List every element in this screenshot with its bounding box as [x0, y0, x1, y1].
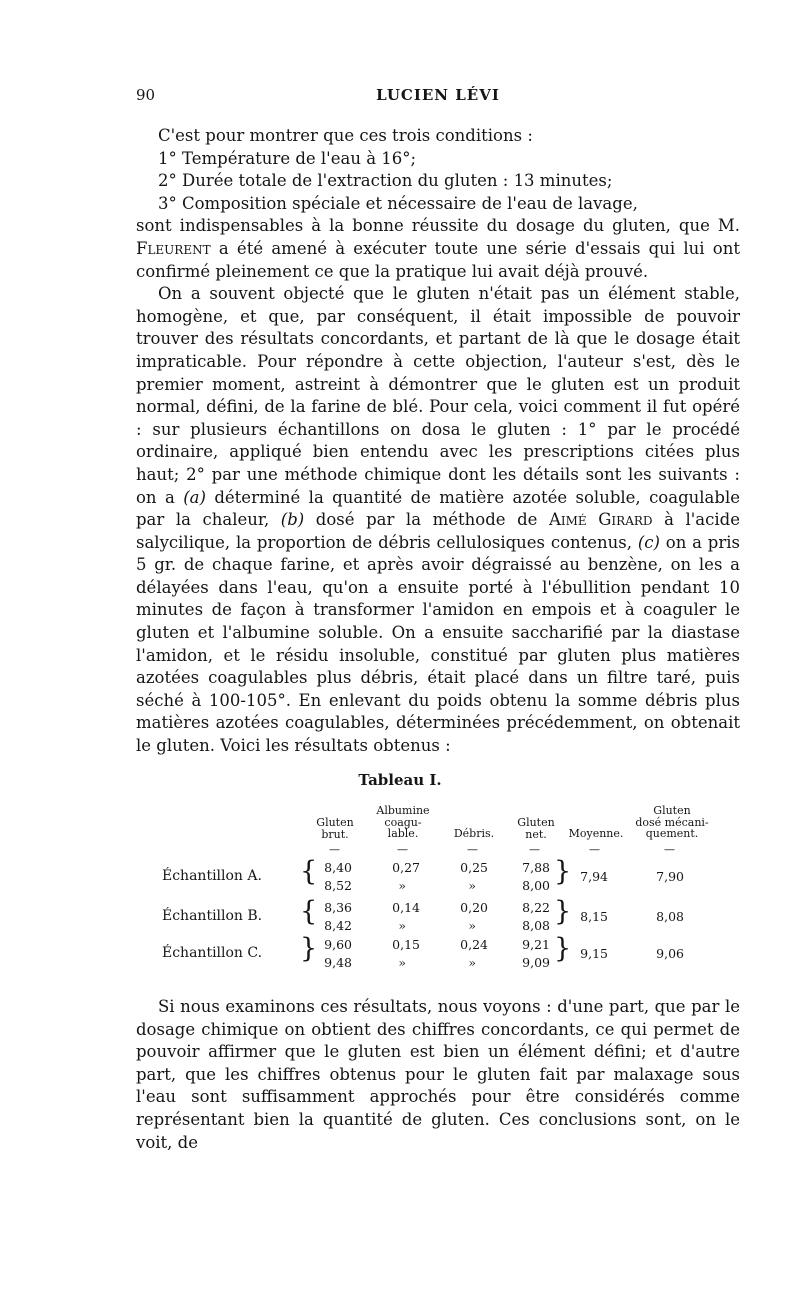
- value-debris: »: [468, 955, 476, 970]
- value-net: 8,08: [522, 918, 550, 933]
- header-albumine: Albumine coagu- lable.: [376, 804, 430, 840]
- value-net: 8,00: [522, 878, 550, 893]
- paragraph-intro: C'est pour montrer que ces trois conditions :: [158, 126, 533, 145]
- page-header: [136, 86, 740, 110]
- paragraph-conditions-continuation: sont indispensables à la bonne réussite du dosage du gluten, que M. Fleurent a été amené à exécuter toute une série d'essais qui lui ont confirmé pleinement ce que la pratique lui avait déjà prouvé.: [136, 216, 740, 281]
- value-albumine: 0,27: [392, 860, 420, 875]
- sample-label: Échantillon C.: [162, 945, 263, 961]
- table-title: Tableau I.: [358, 771, 442, 789]
- value-albumine: 0,15: [392, 937, 420, 952]
- column-dash: —: [467, 843, 478, 856]
- column-dash: —: [664, 843, 675, 856]
- value-moyenne: 8,15: [580, 909, 608, 924]
- condition-item: 1° Température de l'eau à 16°;: [158, 148, 417, 168]
- condition-item: 2° Durée totale de l'extraction du gluten : 13 minutes;: [158, 171, 613, 191]
- value-debris: »: [468, 878, 476, 893]
- author-name: Fleurent: [136, 238, 211, 258]
- value-brut: 8,42: [324, 918, 352, 933]
- brace-right: }: [554, 856, 572, 887]
- header-gluten-mecanique: Gluten dosé mécani- quement.: [635, 804, 709, 840]
- condition-item: 3° Composition spéciale et nécessaire de l'eau de lavage,: [158, 193, 638, 213]
- value-mecanique: 9,06: [656, 946, 684, 961]
- value-albumine: 0,14: [392, 900, 420, 915]
- value-moyenne: 7,94: [580, 869, 608, 884]
- value-debris: »: [468, 918, 476, 933]
- value-debris: 0,20: [460, 900, 488, 915]
- header-gluten-net: Gluten net.: [517, 816, 555, 841]
- value-albumine: »: [398, 878, 406, 893]
- value-net: 9,21: [522, 937, 550, 952]
- column-dash: —: [397, 843, 408, 856]
- column-dash: —: [329, 843, 340, 856]
- value-debris: 0,25: [460, 860, 488, 875]
- brace-left: {: [300, 896, 318, 927]
- body-text-top: [136, 125, 740, 758]
- brace-left: }: [300, 933, 318, 964]
- column-dash: —: [589, 843, 600, 856]
- value-net: 7,88: [522, 860, 550, 875]
- header-moyenne: Moyenne.: [568, 827, 624, 840]
- value-brut: 8,40: [324, 860, 352, 875]
- sample-label: Échantillon A.: [162, 868, 262, 884]
- value-moyenne: 9,15: [580, 946, 608, 961]
- results-table: [0, 800, 800, 980]
- column-dash: —: [529, 843, 540, 856]
- value-mecanique: 7,90: [656, 869, 684, 884]
- brace-left: {: [300, 856, 318, 887]
- value-brut: 8,36: [324, 900, 352, 915]
- value-debris: 0,24: [460, 937, 488, 952]
- page-number: 90: [136, 86, 156, 104]
- paragraph-method: On a souvent objecté que le gluten n'était pas un élément stable, homogène, et que, par conséquent, il était impossible de pouvoir trouver des résultats concordants, et partant de là que le dosage était impraticable. Pour répondre à cette objection, l'auteur s'est, dès le premier moment, astreint à démontrer que le gluten est un produit normal, défini, de la farine de blé. Pour cela, voici comment il fut opéré : sur plusieurs échantillons on dosa le gluten : 1° par le procédé ordinaire, appliqué bien entendu avec les prescriptions citées plus haut; 2° par une méthode chimique dont les détails sont les suivants : on a (a) déterminé la quantité de matière azotée soluble, coagulable par la chaleur, (b) dosé par la méthode de Aimé Girard à l'acide salycilique, la proportion de débris cellulosiques contenus, (c) on a pris 5 gr. de chaque farine, et après avoir dégraissé au benzène, on les a délayées dans l'eau, qu'on a ensuite porté à l'ébullition pendant 10 minutes de façon à transformer l'amidon en empois et à coaguler le gluten et l'albumine soluble. On a ensuite saccharifié par la diastase l'amidon, et le résidu insoluble, constitué par gluten plus matières azotées coagulables plus débris, était placé dans un filtre taré, puis séché à 100-105°. En enlevant du poids obtenu la somme débris plus matières azotées coagulables, déterminées précédemment, on obtenait le gluten. Voici les résultats obtenus :: [136, 284, 741, 756]
- value-net: 9,09: [522, 955, 550, 970]
- value-brut: 9,48: [324, 955, 352, 970]
- brace-right: }: [554, 933, 572, 964]
- header-debris: Débris.: [453, 827, 495, 840]
- value-albumine: »: [398, 918, 406, 933]
- sample-label: Échantillon B.: [162, 908, 263, 924]
- value-brut: 8,52: [324, 878, 352, 893]
- body-text-bottom: [136, 996, 740, 1154]
- header-gluten-brut: Gluten brut.: [316, 816, 354, 841]
- paragraph-conclusion: Si nous examinons ces résultats, nous voyons : d'une part, que par le dosage chimique on obtient des chiffres concordants, ce qui permet de pouvoir affirmer que le gluten est bien un élément défini; et d'autre part, que les chiffres obtenus pour le gluten fait par malaxage sous l'eau sont suffisamment approchés pour être considérés comme représentant bien la quantité de gluten. Ces conclusions sont, on le voit, de: [136, 997, 740, 1152]
- brace-right: }: [554, 896, 572, 927]
- value-net: 8,22: [522, 900, 550, 915]
- value-albumine: »: [398, 955, 406, 970]
- author-name: Aimé Girard: [548, 510, 653, 530]
- value-mecanique: 8,08: [656, 909, 684, 924]
- running-head: LUCIEN LÉVI: [376, 86, 500, 104]
- value-brut: 9,60: [324, 937, 352, 952]
